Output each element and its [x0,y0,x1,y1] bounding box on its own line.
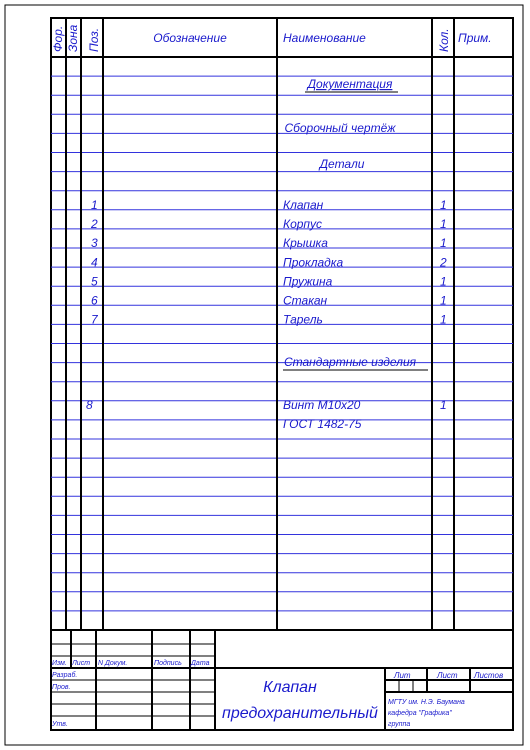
standard-item-pos: 8 [86,398,93,412]
header-zone: Зона [66,24,80,52]
part-pos: 6 [91,293,98,308]
part-qty: 1 [440,198,447,212]
part-pos: 4 [91,255,98,270]
header-designation: Обозначение [153,31,227,45]
tb-title-line2: предохранительный [222,705,378,722]
part-qty: 1 [440,312,447,327]
section-assembly-drawing: Сборочный чертёж [284,121,396,135]
header-note: Прим. [458,31,492,45]
part-pos: 7 [91,312,98,327]
tb-lit-label: Лит [394,671,411,680]
standard-item-name-line1: Винт М10х20 [283,398,361,412]
part-name: Стакан [283,293,328,308]
part-name: Крышка [283,236,328,251]
tb-sheet-col-label: Лист [72,660,91,667]
tb-developed-label: Разраб. [52,672,78,679]
tb-org-line2: кафедра "Графика" [388,710,452,717]
part-name: Пружина [283,274,333,289]
part-qty: 1 [440,217,447,232]
tb-docno-label: N Докум. [98,660,128,667]
header-pos: Поз. [87,27,101,52]
header-format: Фор. [51,25,65,52]
part-pos: 2 [91,217,98,232]
tb-signature-label: Подпись [154,660,182,667]
part-qty: 1 [440,236,447,251]
tb-date-label: Дата [191,660,210,667]
tb-title-line1: Клапан [263,679,317,696]
section-documentation: Документация [307,77,393,91]
part-pos: 5 [91,274,98,289]
standard-item-qty: 1 [440,398,447,412]
tb-change-label: Изм. [52,660,67,667]
part-pos: 3 [91,236,98,251]
part-qty: 2 [440,255,447,270]
tb-checked-label: Пров. [52,684,71,691]
part-name: Прокладка [283,255,344,270]
section-standard-items: Стандартные изделия [283,355,417,369]
header-name: Наименование [283,31,366,45]
part-qty: 1 [440,293,447,308]
section-parts: Детали [319,157,365,171]
part-name: Тарель [283,312,323,327]
tb-sheets-label: Листов [474,671,504,680]
part-pos: 1 [91,198,98,212]
inner-frame [51,18,513,730]
tb-sheet-label: Лист [437,671,458,680]
part-qty: 1 [440,274,447,289]
part-name: Корпус [283,217,323,232]
spec-row-lines [51,76,513,611]
tb-approved-label: Утв. [52,721,68,728]
tb-org-line3: группа [388,721,411,728]
outer-frame [5,5,523,745]
tb-org-line1: МГТУ им. Н.Э. Баумана [388,699,465,706]
header-qty: Кол. [437,28,451,52]
standard-item-name-line2: ГОСТ 1482-75 [283,417,362,431]
part-name: Клапан [283,198,324,212]
parts-list [90,198,447,327]
